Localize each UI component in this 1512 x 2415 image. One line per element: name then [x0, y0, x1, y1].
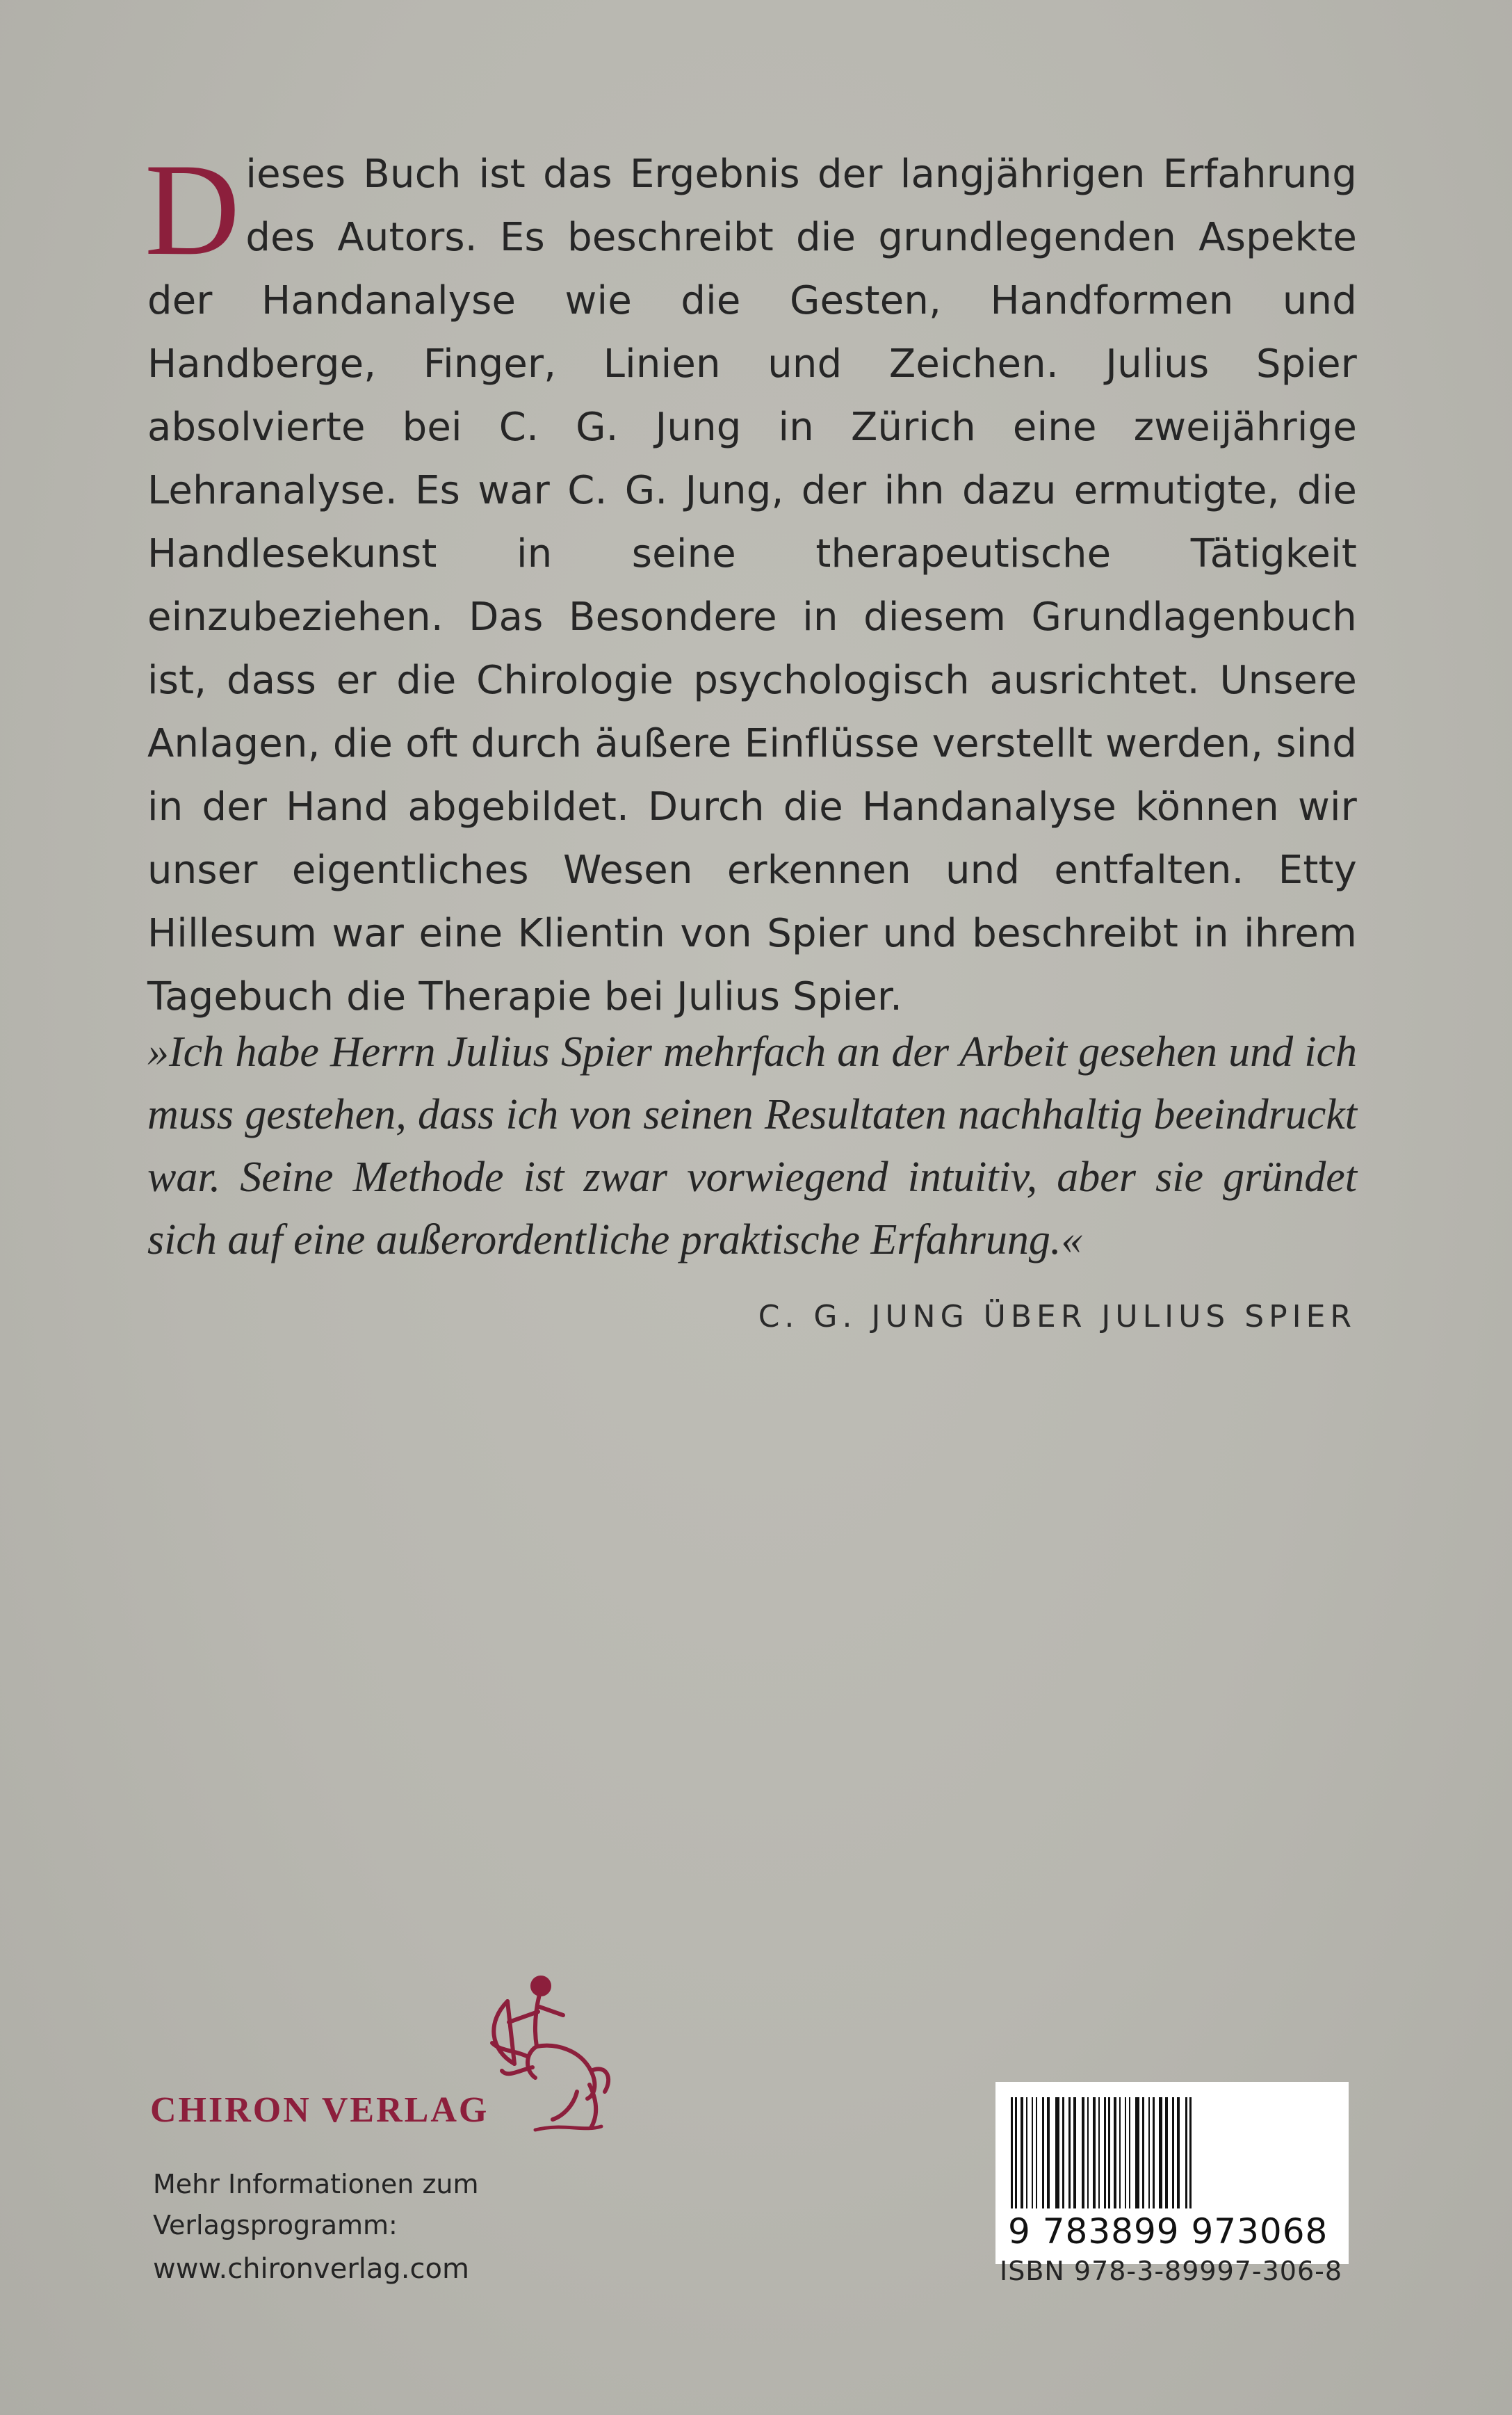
barcode-bars — [1008, 2097, 1335, 2208]
barcode-bar — [1073, 2097, 1076, 2208]
barcode-bar — [1062, 2097, 1064, 2208]
barcode-bar — [1032, 2097, 1033, 2208]
barcode-bar — [1129, 2097, 1130, 2208]
barcode-bar — [1011, 2097, 1013, 2208]
barcode-digits: 9 783899 973068 — [1008, 2211, 1328, 2252]
barcode-bar — [1185, 2097, 1187, 2208]
info-line-1: Mehr Informationen zum — [153, 2169, 479, 2199]
barcode-bar — [1114, 2097, 1116, 2208]
blurb-paragraph — [145, 137, 1357, 1028]
jung-quote: »Ich habe Herrn Julius Spier mehrfach an der Arbeit gesehen und ich muss gestehen, dass ich von seinen Resultaten nachhaltig beeindruckt war. Seine Methode ist zwar vorwiegend intuitiv, aber sie gründet sich auf eine außerordentliche praktische Erfahrung.« — [147, 1028, 1357, 1263]
barcode-bar — [1125, 2097, 1126, 2208]
barcode-bar — [1159, 2097, 1162, 2208]
barcode-bar — [1104, 2097, 1106, 2208]
barcode-bar — [1153, 2097, 1155, 2208]
publisher-info — [153, 2164, 479, 2290]
barcode-bar — [1021, 2097, 1023, 2208]
barcode-bar — [1189, 2097, 1192, 2208]
barcode-bar — [1047, 2097, 1050, 2208]
blurb-text: ieses Buch ist das Ergebnis der langjährigen Erfahrung des Autors. Es beschreibt die grundlegenden Aspekte der Handanalyse wie die Gesten, Handformen und Handberge, Finger, Linien und Zeichen. Julius Spier absolvierte bei C. G. Jung in Zürich eine zweijährige Lehranalyse. Es war C. G. Jung, der ihn dazu ermutigte, die Handlesekunst in seine therapeutische Tätigkeit einzubeziehen. Das Besondere in diesem Grundlagenbuch ist, dass er die Chirologie psychologisch ausrichtet. Unsere Anlagen, die oft durch äußere Einflüsse verstellt werden, sind in der Hand abgebildet. Durch die Handanalyse können wir unser eigentliches Wesen erkennen und entfalten. Etty Hillesum war eine Klientin von Spier und beschreibt in ihrem Tagebuch die Therapie bei Julius Spier. — [147, 152, 1357, 1019]
barcode-bar — [1055, 2097, 1059, 2208]
info-line-2: Verlagsprogramm: — [153, 2210, 398, 2240]
barcode-bar — [1172, 2097, 1174, 2208]
barcode-bar — [1177, 2097, 1180, 2208]
publisher-url[interactable]: www.chironverlag.com — [153, 2253, 469, 2285]
quote-attribution: C. G. JUNG ÜBER JULIUS SPIER — [758, 1299, 1356, 1334]
barcode-bar — [1108, 2097, 1110, 2208]
publisher-logo-text: CHIRON VERLAG — [150, 2090, 489, 2130]
barcode-bar — [1142, 2097, 1144, 2208]
barcode-bar — [1135, 2097, 1139, 2208]
barcode-bar — [1026, 2097, 1027, 2208]
barcode-bar — [1042, 2097, 1044, 2208]
barcode-bar — [1165, 2097, 1168, 2208]
barcode-bar — [1087, 2097, 1089, 2208]
isbn-number: ISBN 978-3-89997-306-8 — [1000, 2256, 1343, 2286]
barcode — [995, 2082, 1349, 2264]
barcode-bar — [1082, 2097, 1084, 2208]
barcode-bar — [1036, 2097, 1037, 2208]
barcode-bar — [1068, 2097, 1071, 2208]
barcode-bar — [1093, 2097, 1096, 2208]
barcode-bar — [1098, 2097, 1100, 2208]
barcode-bar — [1015, 2097, 1017, 2208]
dropcap-letter: D — [145, 137, 241, 283]
barcode-bar — [1119, 2097, 1121, 2208]
barcode-bar — [1148, 2097, 1150, 2208]
